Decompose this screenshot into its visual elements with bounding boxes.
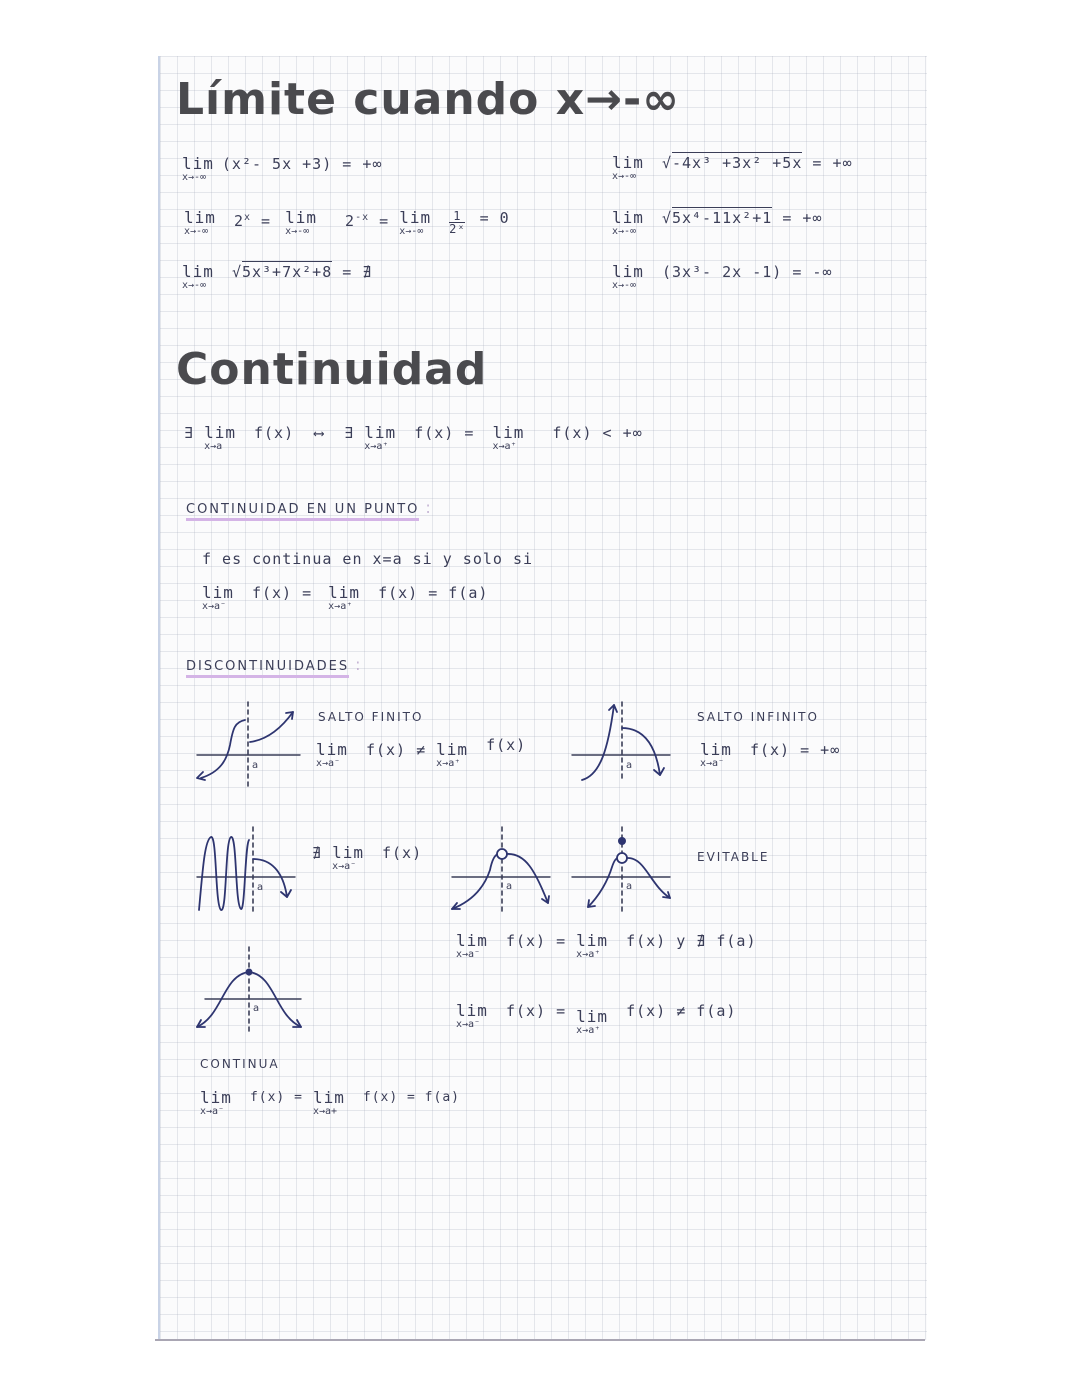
esencial-graph-icon — [195, 825, 300, 915]
continua-condition — [200, 1090, 460, 1117]
lim-word: lim — [184, 208, 216, 227]
lim-sub: x→a⁺ — [436, 758, 461, 769]
svg-text:a: a — [506, 881, 513, 892]
fx: f(x) = +∞ — [749, 741, 841, 759]
radicand: -4x³ +3x² +5x — [671, 154, 803, 172]
lim-word: lim — [364, 423, 397, 442]
svg-text:a: a — [253, 1003, 260, 1014]
iff-arrow: ⟷ — [314, 424, 325, 442]
result: = 0 — [479, 209, 510, 227]
salto-infinito-label: SALTO INFINITO — [697, 710, 819, 724]
lim-sub: x→a⁺ — [364, 441, 389, 452]
fx: f(x) = — [414, 424, 475, 442]
lim-word: lim — [612, 153, 644, 172]
lim-word: lim — [332, 843, 364, 862]
salto-finito-graph-icon — [195, 700, 305, 790]
colon: : — [425, 498, 431, 517]
fx: f(x) ≠ f(a) — [626, 1002, 737, 1020]
limit-row-6 — [612, 264, 832, 291]
svg-text:a: a — [252, 760, 259, 771]
limit-row-5: lim x→-∞ √5x⁴-11x²+1 = +∞ — [612, 208, 823, 237]
lim-sub: x→a — [204, 441, 223, 452]
lim-sub: x→a⁻ — [700, 758, 725, 769]
lim-sub: x→-∞ — [399, 226, 424, 237]
lim-word: lim — [456, 931, 488, 950]
continua-label: CONTINUA — [200, 1057, 280, 1071]
fx: f(x) y ∄ f(a) — [626, 932, 757, 950]
lim-word: lim — [285, 208, 317, 227]
lim-sub: x→a⁻ — [200, 1106, 225, 1117]
lim-word: lim — [612, 208, 644, 227]
salto-infinito-condition — [700, 742, 840, 769]
result: = ∄ — [342, 263, 373, 281]
fraction: $\frac{1}{\text{2ˣ}}$ — [449, 209, 466, 236]
lim-word: lim — [492, 423, 525, 442]
svg-text:a: a — [257, 882, 264, 893]
continua-graph-icon — [193, 945, 303, 1035]
fx: f(x) = f(a) — [378, 584, 489, 602]
lim-sub: x→a⁺ — [576, 1025, 601, 1036]
lim-word: lim — [182, 262, 214, 281]
lim-word: lim — [399, 208, 432, 227]
fx: f(x) — [486, 736, 527, 754]
lim-sub: x→-∞ — [285, 226, 310, 237]
lim-sub: x→-∞ — [612, 226, 637, 237]
lim-word: lim — [316, 740, 348, 759]
continuity-definition — [184, 425, 643, 452]
result: = +∞ — [812, 154, 853, 172]
not-exists-symbol: ∄ — [312, 844, 323, 862]
fx: f(x) = — [249, 1090, 303, 1105]
limit-row-1 — [182, 156, 382, 183]
esencial-condition — [312, 845, 422, 872]
lim-sub: x→-∞ — [612, 171, 637, 182]
lim-word: lim — [436, 740, 469, 759]
fx: f(x) = f(a) — [362, 1090, 460, 1105]
continuity-condition — [202, 585, 488, 612]
fx: f(x) — [382, 844, 423, 862]
limit-expression: (x²- 5x +3) = +∞ — [221, 155, 383, 173]
section-heading: CONTINUIDAD EN UN PUNTO — [186, 502, 419, 521]
lim-sub: x→-∞ — [184, 226, 209, 237]
lim-sub: x→a⁺ — [576, 949, 601, 960]
salto-finito-label: SALTO FINITO — [318, 710, 424, 724]
lim-word: lim — [700, 740, 732, 759]
radicand: 5x⁴-11x²+1 — [671, 209, 773, 227]
expr-part: $2^{-x}$ = — [345, 212, 390, 230]
lim-word: lim — [312, 1088, 345, 1107]
evitable-label: EVITABLE — [697, 850, 770, 864]
fx: f(x) = — [251, 584, 313, 602]
lim-sub: x→a⁻ — [202, 601, 227, 612]
evitable-condition-2 — [456, 1003, 736, 1036]
limit-expression: (3x³- 2x -1) = -∞ — [661, 263, 833, 281]
lim-word: lim — [204, 423, 236, 442]
svg-text:a: a — [626, 881, 633, 892]
fx: f(x) ≠ — [365, 741, 427, 759]
limits-title: Límite cuando x→-∞ — [176, 74, 680, 125]
fx: f(x) < +∞ — [552, 424, 643, 442]
lim-word: lim — [576, 931, 609, 950]
radicand: 5x³+7x²+8 — [241, 263, 333, 281]
lim-sub: x→-∞ — [182, 172, 207, 183]
lim-word: lim — [456, 1001, 488, 1020]
colon: : — [355, 655, 361, 674]
lim-sub: x→a⁺ — [492, 441, 517, 452]
fx: f(x) = — [505, 1002, 567, 1020]
evitable-graph-hole-icon — [450, 825, 555, 915]
lim-word: lim — [576, 1007, 609, 1026]
lim-sub: x→a⁻ — [316, 758, 341, 769]
lim-word: lim — [200, 1088, 232, 1107]
section-discontinuities — [186, 655, 361, 674]
lim-sub: x→a⁻ — [456, 1019, 481, 1030]
fx: f(x) = — [505, 932, 567, 950]
salto-finito-condition — [316, 736, 527, 769]
continuity-title: Continuidad — [176, 344, 488, 395]
lim-word: lim — [202, 583, 234, 602]
lim-sub: x→a+ — [312, 1106, 338, 1117]
exists-symbol: ∃ — [344, 424, 355, 442]
limit-row-4: lim x→-∞ √-4x³ +3x² +5x = +∞ — [612, 153, 853, 182]
section-heading: DISCONTINUIDADES — [186, 659, 349, 678]
page-edge — [155, 1339, 925, 1341]
section-continuity-point — [186, 498, 431, 517]
continuity-statement: f es continua en x=a si y solo si — [202, 550, 534, 568]
svg-text:a: a — [626, 760, 633, 771]
limit-row-3: lim x→-∞ √5x³+7x²+8 = ∄ — [182, 262, 373, 291]
expr-part: 2$^x$ = — [233, 212, 272, 230]
lim-word: lim — [182, 154, 214, 173]
lim-sub: x→a⁺ — [328, 601, 353, 612]
fx: f(x) — [254, 424, 295, 442]
limit-row-2 — [184, 210, 510, 237]
lim-word: lim — [612, 262, 644, 281]
lim-sub: x→-∞ — [182, 280, 207, 291]
lim-word: lim — [328, 583, 361, 602]
result: = +∞ — [782, 209, 823, 227]
lim-sub: x→a⁻ — [332, 861, 357, 872]
grid-paper — [158, 56, 927, 1340]
exists-symbol: ∃ — [184, 424, 195, 442]
lim-sub: x→-∞ — [612, 280, 637, 291]
evitable-graph-point-icon — [570, 825, 675, 915]
lim-sub: x→a⁻ — [456, 949, 481, 960]
evitable-condition-1 — [456, 933, 757, 960]
salto-infinito-graph-icon — [570, 700, 675, 785]
